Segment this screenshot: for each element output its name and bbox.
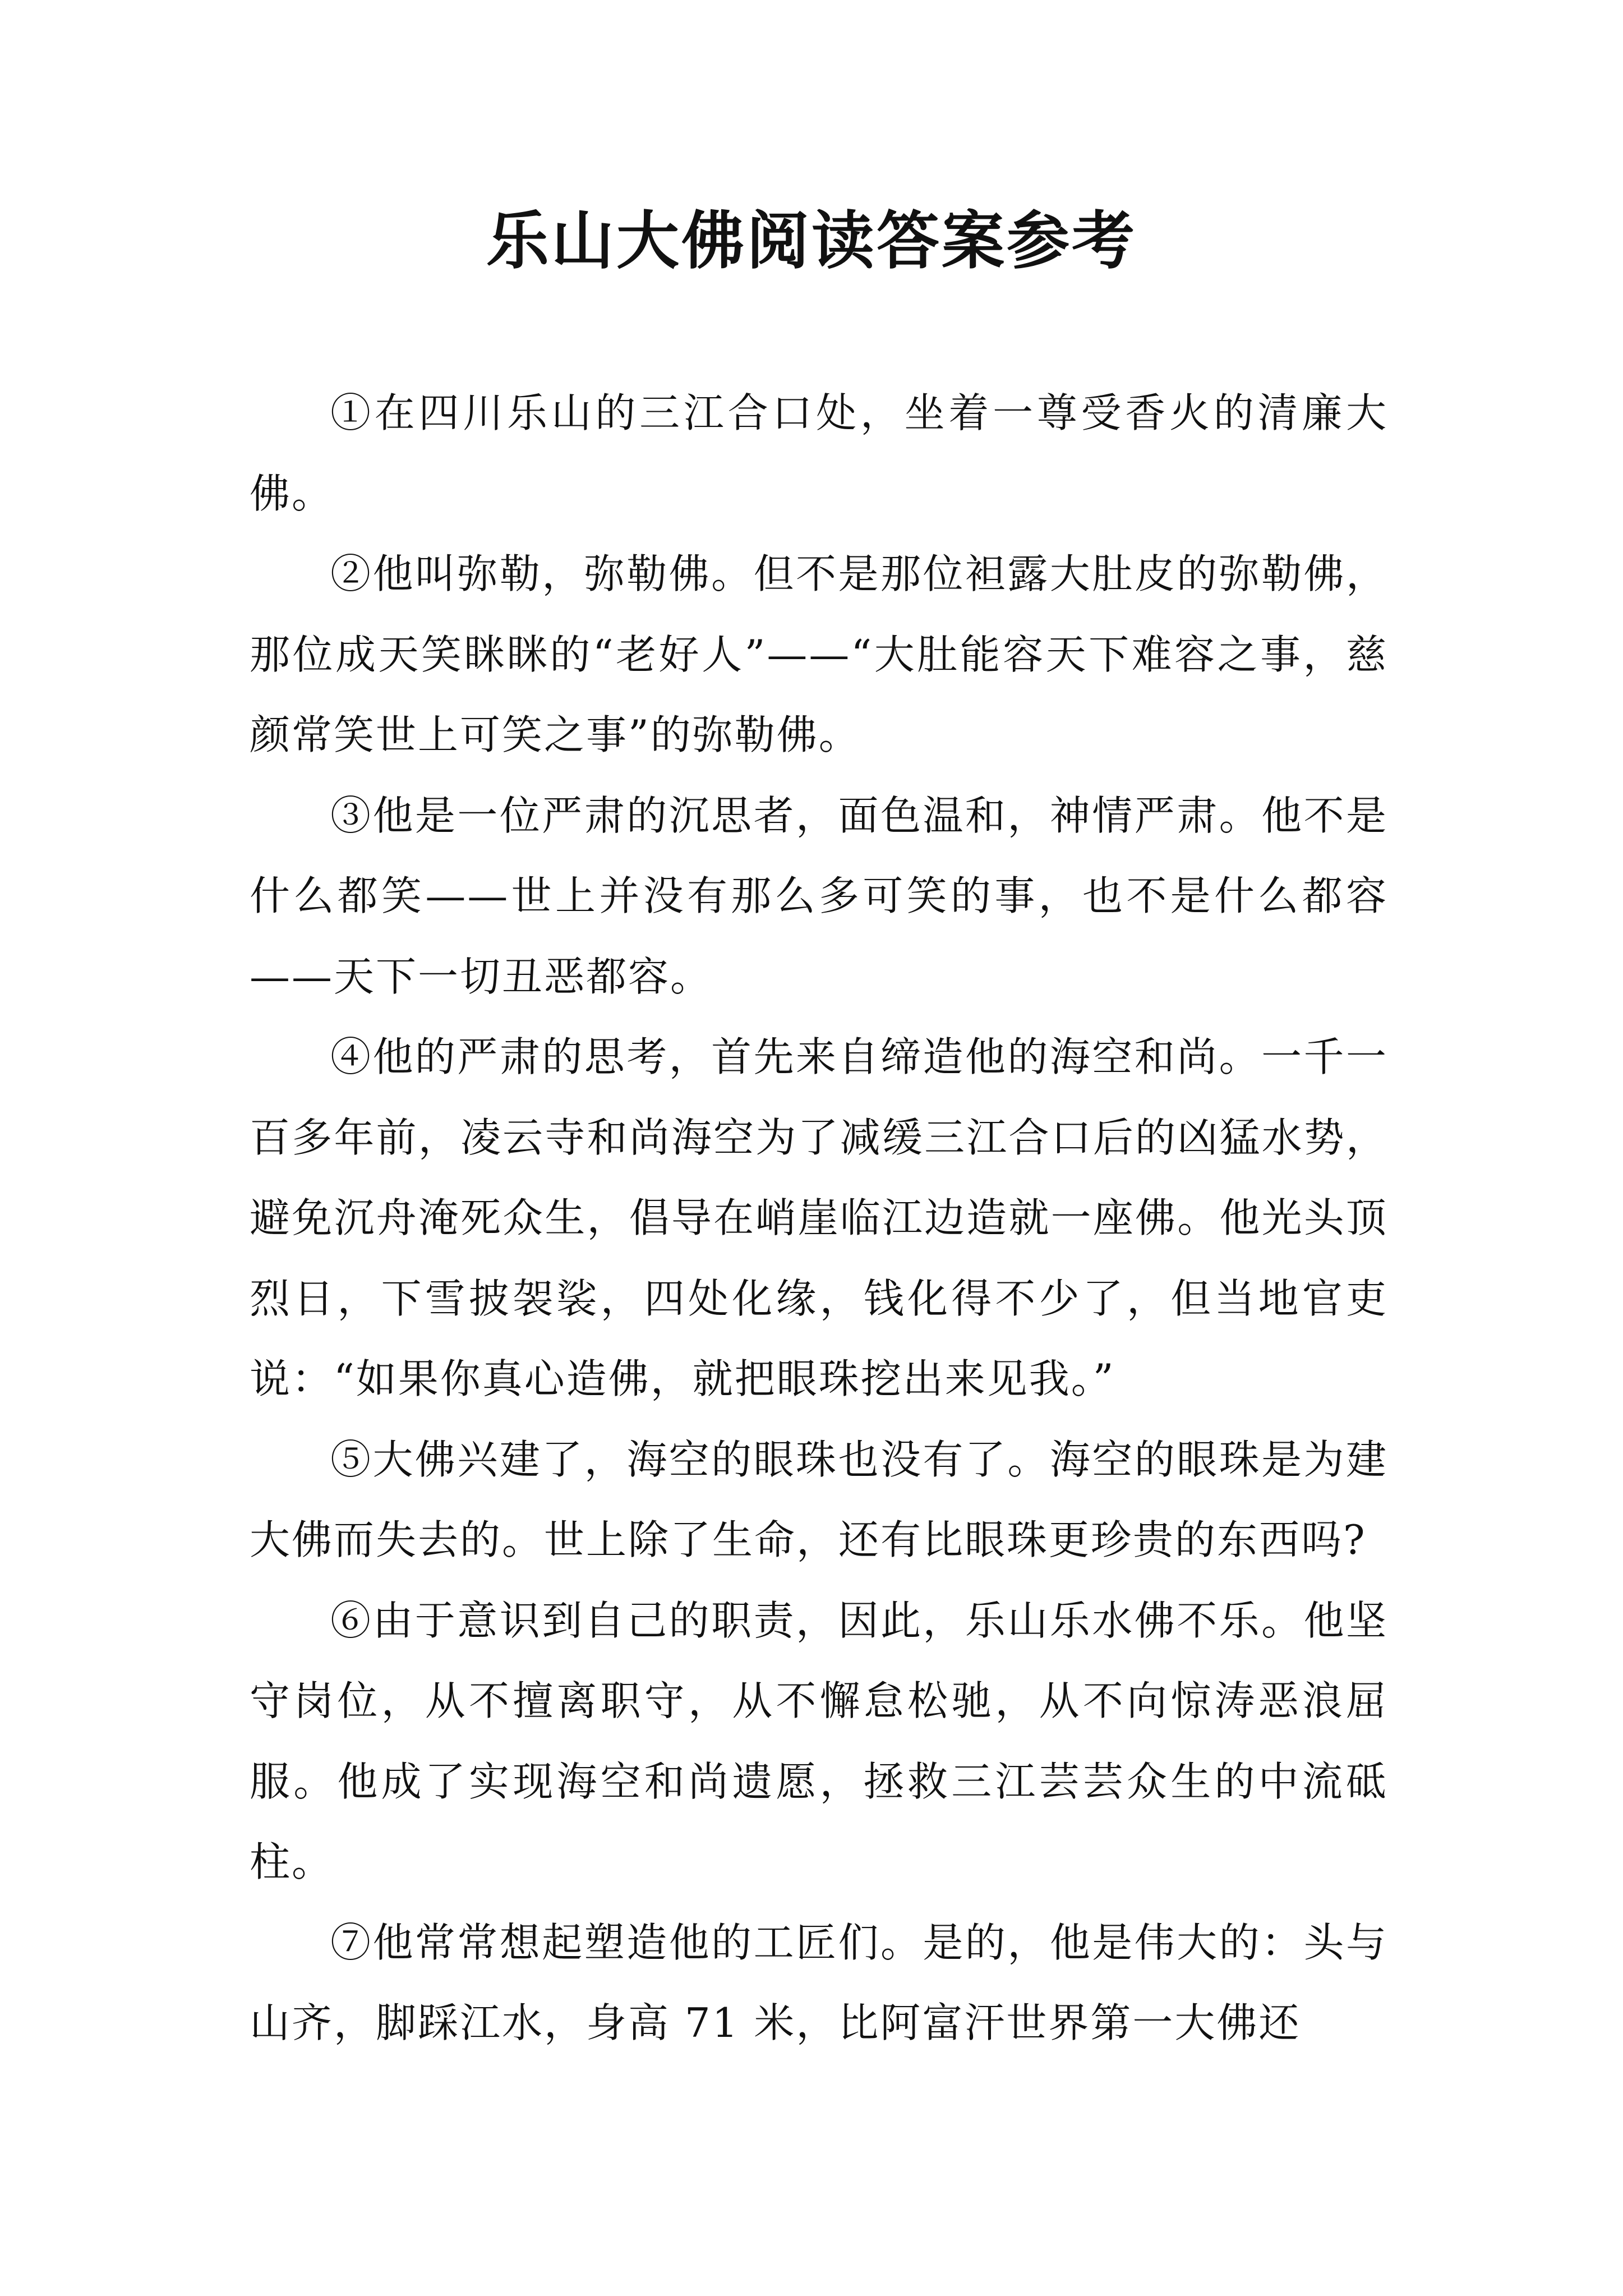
- paragraph-5: ⑤大佛兴建了，海空的眼珠也没有了。海空的眼珠是为建大佛而失去的。世上除了生命，还有比眼珠更珍贵的东西吗?: [250, 1435, 1388, 1563]
- paragraph-1: ①在四川乐山的三江合口处，坐着一尊受香火的清廉大佛。: [250, 389, 1388, 517]
- paragraph-7: ⑦他常常想起塑造他的工匠们。是的，他是伟大的：头与山齐，脚踩江水，身高 71 米，比阿富汗世界第一大佛还: [250, 1918, 1388, 2046]
- paragraph-4: ④他的严肃的思考，首先来自缔造他的海空和尚。一千一百多年前，凌云寺和尚海空为了减缓三江合口后的凶猛水势，避免沉舟淹死众生，倡导在峭崖临江边造就一座佛。他光头顶烈日，下雪披袈裟，四处化缘，钱化得不少了，但当地官吏说：“如果你真心造佛，就把眼珠挖出来见我。”: [250, 1033, 1388, 1402]
- paragraph-2: ②他叫弥勒，弥勒佛。但不是那位袒露大肚皮的弥勒佛，那位成天笑眯眯的“老好人”——“大肚能容天下难容之事，慈颜常笑世上可笑之事”的弥勒佛。: [250, 550, 1388, 758]
- paragraph-3: ③他是一位严肃的沉思者，面色温和，神情严肃。他不是什么都笑——世上并没有那么多可笑的事，也不是什么都容——天下一切丑恶都容。: [250, 792, 1388, 1000]
- paragraph-6: ⑥由于意识到自己的职责，因此，乐山乐水佛不乐。他坚守岗位，从不擅离职守，从不懈怠松驰，从不向惊涛恶浪屈服。他成了实现海空和尚遗愿，拯救三江芸芸众生的中流砥柱。: [250, 1596, 1388, 1885]
- document-body: [250, 373, 1388, 2064]
- document-title: 乐山大佛阅读答案参考: [486, 204, 1137, 278]
